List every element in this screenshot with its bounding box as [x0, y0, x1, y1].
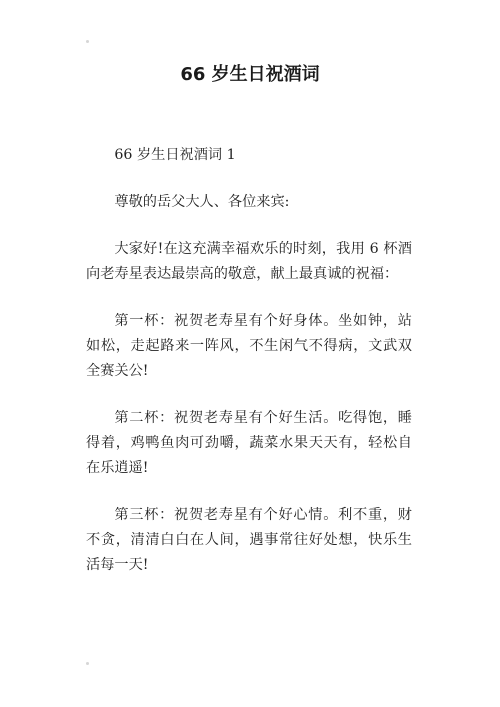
intro-paragraph: 大家好!在这充满幸福欢乐的时刻，我用 6 杯酒向老寿星表达最崇高的敬意，献上最真诚的祝福：: [86, 241, 412, 282]
page-corner-mark: [86, 662, 89, 665]
salutation-paragraph: 尊敬的岳父大人、各位来宾:: [114, 194, 290, 210]
toast-paragraph-2: 第二杯：祝贺老寿星有个好生活。吃得饱，睡得着，鸡鸭鱼肉可劲嚼，蔬菜水果天天有，轻松自在乐逍遥!: [86, 410, 412, 476]
toast-paragraph-1: 第一杯：祝贺老寿星有个好身体。坐如钟，站如松，走起路来一阵风，不生闲气不得病，文武双全赛关公!: [86, 313, 412, 379]
document-body: [86, 143, 412, 600]
document-title: 66 岁生日祝酒词: [180, 64, 320, 85]
toast-paragraph-3: 第三杯：祝贺老寿星有个好心情。利不重，财不贪，清清白白在人间，遇事常往好处想，快乐生活每一天!: [86, 507, 412, 573]
page-corner-mark: [86, 40, 89, 43]
section-heading: 66 岁生日祝酒词 1: [114, 147, 236, 163]
